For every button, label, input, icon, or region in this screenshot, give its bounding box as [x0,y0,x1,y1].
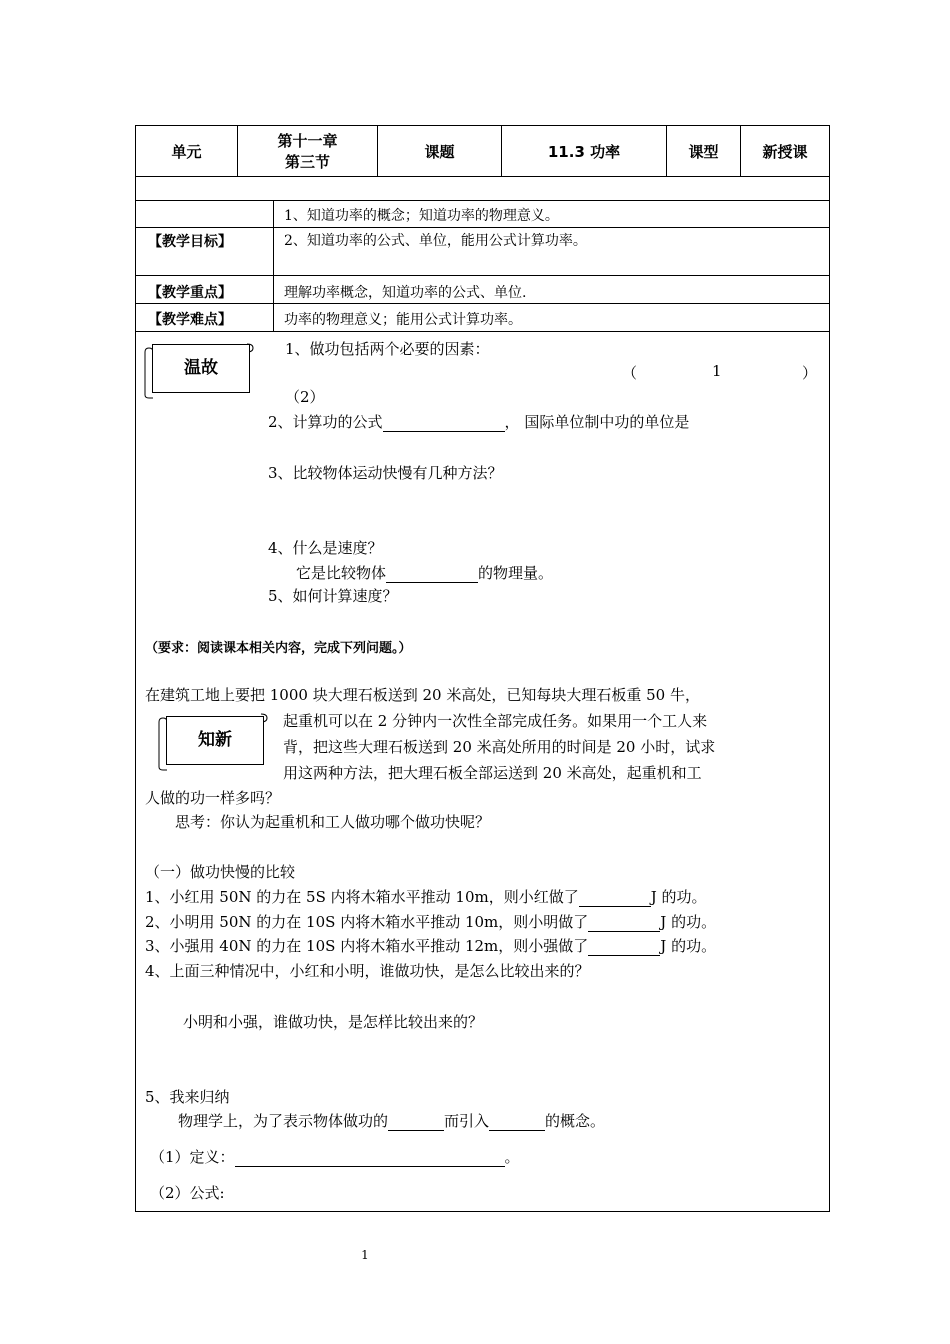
comparison-line-2-text: 2、小明用 50N 的力在 10S 内将木箱水平推动 10m，则小明做了 [145,913,589,931]
summary-line-pre: 物理学上，为了表示物体做功的 [178,1112,389,1130]
summary-blank-2 [489,1112,545,1131]
comparison-unit-2: J 的功。 [660,913,717,931]
row-divider-3 [135,331,830,332]
new-knowledge-badge-text: 知新 [166,716,264,765]
key-points-label: 【教学重点】 [148,285,232,301]
review-badge-text: 温故 [152,344,250,393]
summary-formula: （2）公式: [150,1184,225,1202]
chapter-line1: 第十一章 [277,132,338,150]
topic-label: 课题 [378,126,502,177]
requirement-note: （要求：阅读课本相关内容，完成下列问题。） [145,641,412,656]
review-q2-post: ， 国际单位制中功的单位是 [504,413,690,431]
review-q1-paren-right: ） [802,364,818,382]
new-knowledge-p5: 人做的功一样多吗？ [145,789,281,807]
key-points-text: 理解功率概念，知道功率的公式、单位. [284,285,527,301]
summary-definition-blank [235,1148,505,1167]
topic-value: 11.3 功率 [502,126,667,177]
review-q5: 5、如何计算速度？ [268,587,398,605]
comparison-line-1-text: 1、小红用 50N 的力在 5S 内将木箱水平推动 10m，则小红做了 [145,888,579,906]
comparison-line-2 [145,911,716,932]
comparison-line-3-text: 3、小强用 40N 的力在 10S 内将木箱水平推动 12m，则小强做了 [145,937,589,955]
objective-item-1: 1、知道功率的概念；知道功率的物理意义。 [284,208,559,224]
comparison-blank-3 [588,937,660,956]
review-q3: 3、比较物体运动快慢有几种方法？ [268,464,503,482]
summary-definition-post: 。 [504,1148,520,1166]
new-knowledge-p4: 用这两种方法，把大理石板全部运送到 20 米高处，起重机和工 [283,764,702,782]
review-q1-paren-left: （ [622,364,638,382]
summary-line-post: 的概念。 [545,1112,606,1130]
comparison-unit-1: J 的功。 [650,888,707,906]
row-divider-1 [135,275,830,276]
review-badge [143,340,255,400]
label-column-divider [273,200,274,331]
new-knowledge-p3: 背，把这些大理石板送到 20 米高处所用的时间是 20 小时，试求 [283,738,716,756]
review-q4b-pre: 它是比较物体 [296,564,387,582]
summary-definition [150,1146,520,1167]
comparison-line-4: 4、上面三种情况中，小红和小明，谁做功快，是怎么比较出来的？ [145,962,590,980]
review-q1: 1、做功包括两个必要的因素： [285,340,490,358]
review-q2 [268,411,689,432]
summary-line-mid: 而引入 [444,1112,490,1130]
review-q1-part2: （2） [285,388,325,406]
review-q4: 4、什么是速度？ [268,539,383,557]
review-q4b-post: 的物理量。 [478,564,554,582]
objective-item-2: 2、知道功率的公式、单位，能用公式计算功率。 [284,233,587,249]
comparison-title: （一）做功快慢的比较 [145,863,296,881]
review-q4b [296,562,553,583]
review-q2-blank [383,413,505,432]
comparison-line-3 [145,935,716,956]
difficulties-label: 【教学难点】 [148,312,232,328]
summary-title: 5、我来归纳 [145,1088,230,1106]
comparison-blank-2 [588,913,660,932]
review-q1-paren-num: 1 [712,362,722,380]
new-knowledge-badge [157,710,269,772]
comparison-line-1 [145,886,707,907]
chapter-cell [238,126,378,177]
summary-definition-label: （1）定义： [150,1148,235,1166]
page-number: 1 [361,1248,369,1262]
objectives-label: 【教学目标】 [148,234,232,250]
difficulties-text: 功率的物理意义；能用公式计算功率。 [284,312,522,328]
new-knowledge-p1: 在建筑工地上要把 1000 块大理石板送到 20 米高处，已知每块大理石板重 50 牛， [145,686,700,704]
review-q4b-blank [386,564,478,583]
type-label: 课型 [667,126,741,177]
comparison-line-5: 小明和小强，谁做功快，是怎样比较出来的？ [183,1013,484,1031]
unit-label: 单元 [136,126,238,177]
review-q2-pre: 2、计算功的公式 [268,413,383,431]
type-value: 新授课 [741,126,830,177]
row-divider-2 [135,303,830,304]
summary-line [178,1110,605,1131]
chapter-line2: 第三节 [284,153,330,171]
comparison-blank-1 [579,888,651,907]
new-knowledge-p2: 起重机可以在 2 分钟内一次性全部完成任务。如果用一个工人来 [283,712,708,730]
new-knowledge-think: 思考：你认为起重机和工人做功哪个做功快呢？ [175,813,491,831]
summary-blank-1 [388,1112,444,1131]
comparison-unit-3: J 的功。 [660,937,717,955]
